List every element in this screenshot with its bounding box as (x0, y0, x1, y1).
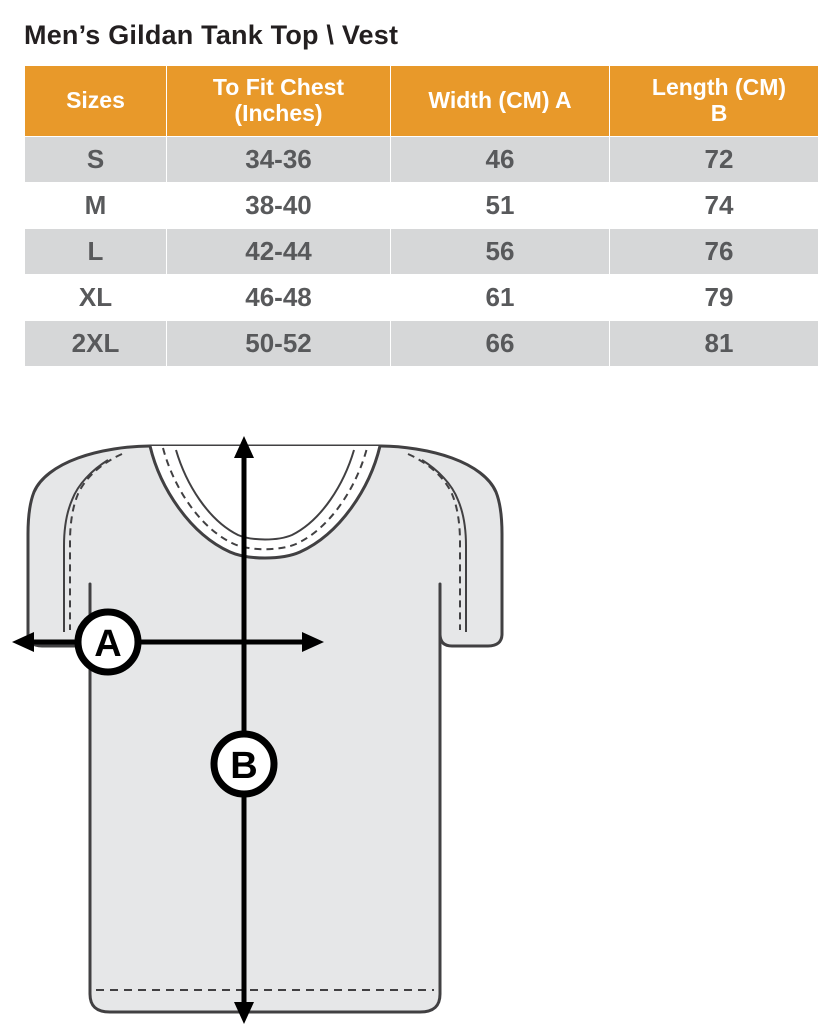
table-row (25, 182, 818, 228)
table-body (25, 136, 818, 366)
cell-size: 2XL (25, 320, 167, 366)
page-title: Men’s Gildan Tank Top \ Vest (24, 20, 818, 51)
cell-size: S (25, 136, 167, 182)
table-row (25, 320, 818, 366)
size-chart-table (24, 65, 818, 367)
cell-width: 61 (391, 274, 610, 320)
cell-size: M (25, 182, 167, 228)
cell-size: XL (25, 274, 167, 320)
table-header-row (25, 66, 818, 137)
tank-top-outline (28, 446, 502, 1012)
cell-size: L (25, 228, 167, 274)
column-header-chest-line2: (Inches) (234, 100, 322, 126)
column-header-to-fit-chest (167, 66, 391, 137)
cell-chest: 42-44 (167, 228, 391, 274)
cell-chest: 34-36 (167, 136, 391, 182)
cell-chest: 50-52 (167, 320, 391, 366)
column-header-length (610, 66, 818, 137)
cell-length: 76 (610, 228, 818, 274)
column-header-sizes-line1: Sizes (66, 87, 125, 113)
cell-chest: 46-48 (167, 274, 391, 320)
measure-point-a (78, 612, 138, 672)
cell-width: 56 (391, 228, 610, 274)
cell-width: 51 (391, 182, 610, 228)
cell-width: 66 (391, 320, 610, 366)
measure-a-label: A (94, 623, 121, 665)
cell-length: 72 (610, 136, 818, 182)
column-header-sizes (25, 66, 167, 137)
column-header-width (391, 66, 610, 137)
cell-length: 79 (610, 274, 818, 320)
table-row (25, 136, 818, 182)
column-header-chest-line1: To Fit Chest (213, 74, 344, 100)
cell-length: 74 (610, 182, 818, 228)
garment-diagram (0, 434, 818, 1027)
column-header-length-line2: B (711, 100, 728, 126)
cell-length: 81 (610, 320, 818, 366)
table-row (25, 274, 818, 320)
column-header-length-line1: Length (CM) (652, 74, 786, 100)
measure-b-label: B (230, 745, 257, 787)
column-header-width-line1: Width (CM) A (428, 87, 571, 113)
cell-chest: 38-40 (167, 182, 391, 228)
table-header (25, 66, 818, 137)
table-row (25, 228, 818, 274)
measure-point-b (214, 734, 274, 794)
cell-width: 46 (391, 136, 610, 182)
